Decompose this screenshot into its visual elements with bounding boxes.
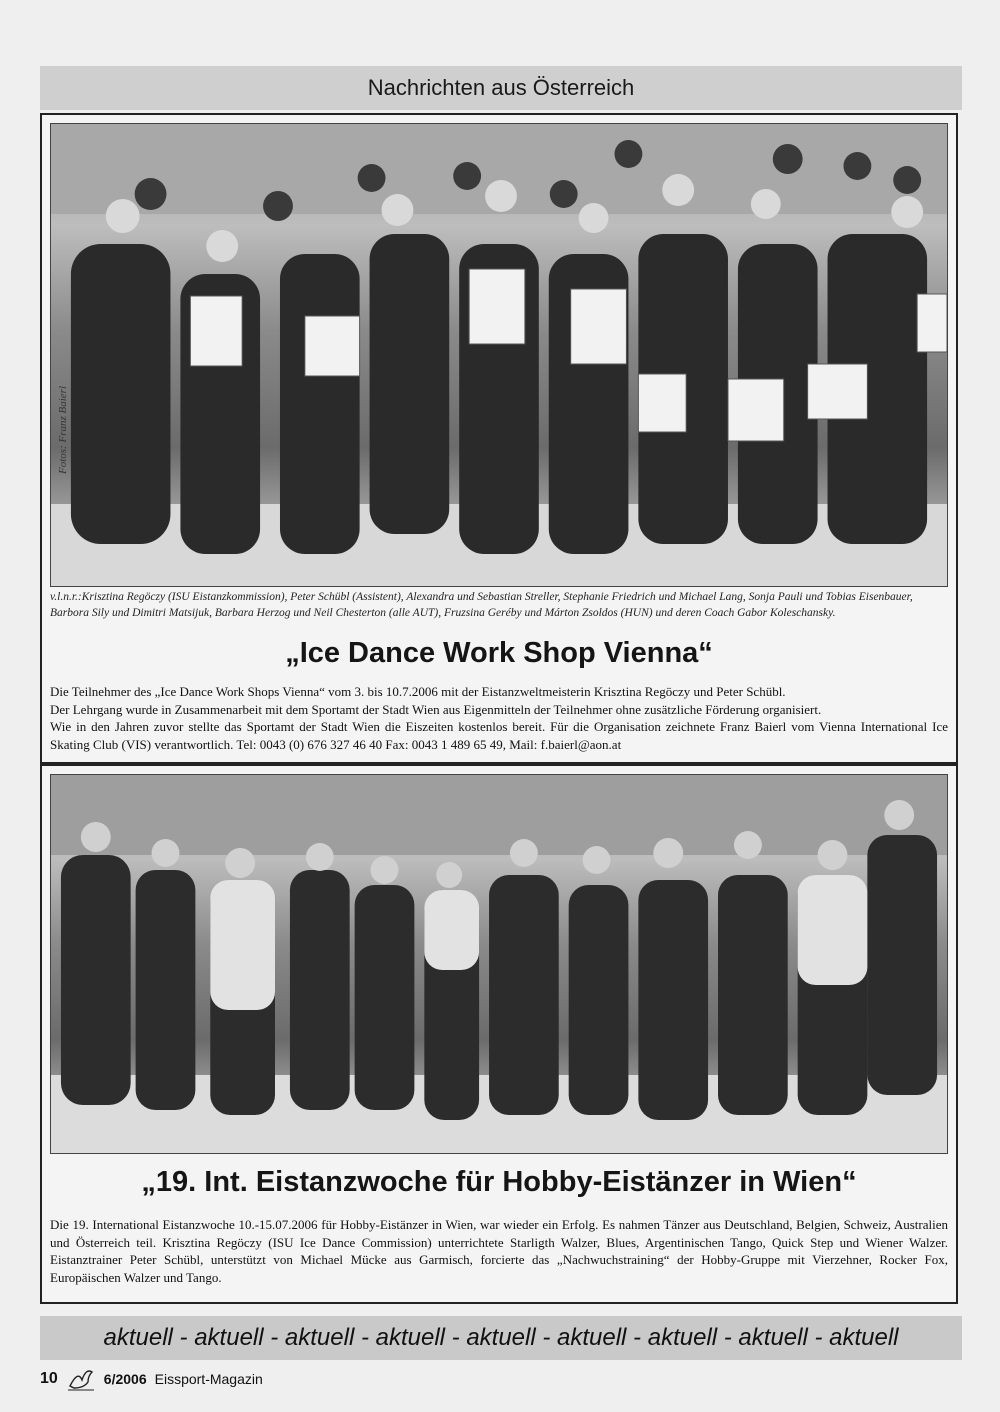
- section-title: Nachrichten aus Österreich: [367, 75, 635, 100]
- article-headline: „19. Int. Eistanzwoche für Hobby-Eistänzer in Wien“: [141, 1166, 857, 1198]
- article-body-paragraph: Die Teilnehmer des „Ice Dance Work Shops Vienna“ vom 3. bis 10.7.2006 mit der Eistanzweltmeisterin Krisztina Regöczy und Peter Schübl.: [50, 684, 786, 699]
- group-photo-hobby: [50, 774, 948, 1154]
- article-body-paragraph: Der Lehrgang wurde in Zusammenarbeit mit dem Sportamt der Stadt Wien aus Eigenmitteln der Teilnehmer ohne zusätzliche Förderung organisiert.: [50, 701, 822, 717]
- photo-credit: Fotos: Franz Baierl: [57, 386, 69, 474]
- page-number: 10: [40, 1370, 58, 1387]
- page-footer: [40, 1364, 263, 1394]
- magazine-name: Eissport-Magazin: [154, 1371, 263, 1387]
- article-body-paragraph: Wie in den Jahren zuvor stellte das Sportamt der Stadt Wien die Eiszeiten kostenlos bereit. Für die Organisation zeichnete Franz Baierl vom Vienna International Ice Skating Club (VIS) verantwortlich. Tel: 0043 (0) 676 327 46 40 Fax: 0043 1 489 65 49, Mail: f.baierl@aon.at: [50, 719, 948, 752]
- group-photo-workshop: [50, 123, 948, 587]
- photo-caption: v.l.n.r.:Krisztina Regöczy (ISU Eistanzkommission), Peter Schübl (Assistent), Alexandra und Sebastian Streller, Stephanie Friedrich und Michael Lang, Sonja Pauli und Tobias Eisenbauer, Barbora Sily und Dimitri Matsijuk, Barbara Herzog und Neil Chesterton (alle AUT), Fruzsina Geréby und Márton Zsoldos (HUN) und deren Coach Gabor Koleschansky.: [50, 591, 913, 619]
- article-headline: „Ice Dance Work Shop Vienna“: [285, 637, 713, 669]
- article-body: [50, 1216, 948, 1286]
- article-body: [50, 683, 948, 753]
- section-header: [40, 66, 962, 110]
- group-photo-workshop-image: [51, 124, 947, 586]
- bird-logo-icon: [66, 1366, 96, 1392]
- article-ice-dance-workshop: [40, 113, 958, 764]
- issue-number: 6/2006: [103, 1371, 147, 1387]
- article-hobby-eistanzwoche: [40, 764, 958, 1304]
- aktuell-banner-text: aktuell - aktuell - aktuell - aktuell - aktuell - aktuell - aktuell - aktuell - aktuell: [103, 1324, 899, 1351]
- article-body-paragraph: Die 19. International Eistanzwoche 10.-15.07.2006 für Hobby-Eistänzer in Wien, war wieder ein Erfolg. Es nahmen Tänzer aus Deutschland, Belgien, Schweiz, Australien und Österreich teil. Krisztina Regöczy (ISU Ice Dance Commission) unterrichtete Starligth Walzer, Blues, Argentinischen Tango, Quick Step und Wiener Walzer. Eistanztrainer Peter Schübl, unterstützt von Michael Mücke aus Garmisch, forcierte das „Nachwuchstraining“ der Hobby-Gruppe mit Vierzehner, Rocker Fox, Europäischen Walzer und Tango.: [50, 1217, 948, 1285]
- aktuell-banner: [40, 1316, 962, 1360]
- group-photo-hobby-image: [51, 775, 947, 1153]
